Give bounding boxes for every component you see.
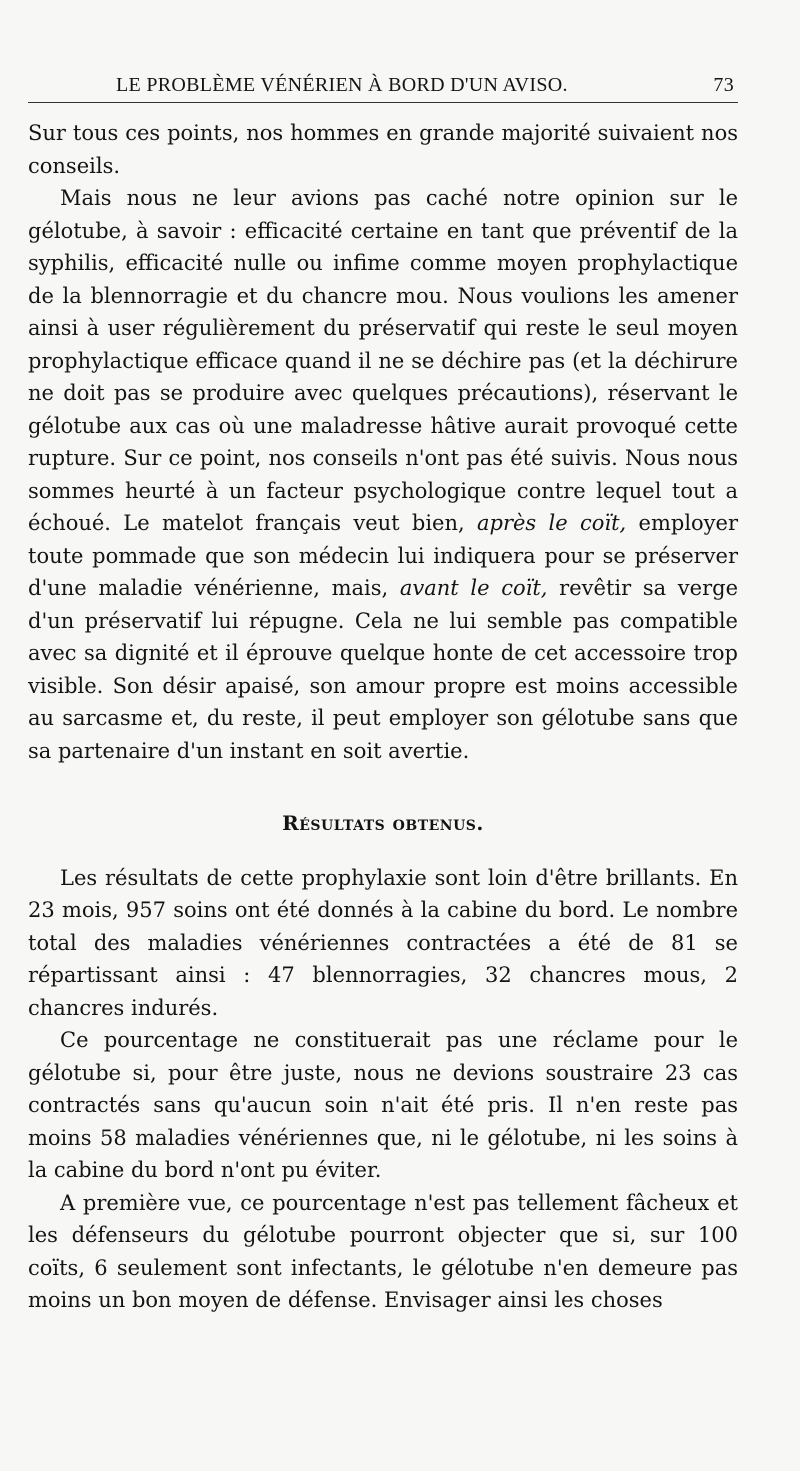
paragraph-2 (28, 182, 738, 767)
page-number: 73 (713, 74, 734, 96)
paragraph-2-part-3: revêtir sa verge d'un préservatif lui répugne. Cela ne lui semble pas compatible avec sa dignité et il éprouve quelque honte de cet accessoire trop visible. Son désir apaisé, son amour propre est moins accessible au sarcasme et, du reste, il peut employer son gélotube sans que sa partenaire d'un instant en soit avertie. (28, 576, 738, 763)
running-head (28, 62, 738, 103)
section-heading (28, 807, 738, 840)
paragraph-2-part-2: employer toute pommade que son médecin lui indiquera pour se préserver d'une maladie vénérienne, mais, (28, 511, 739, 600)
running-title: LE PROBLÈME VÉNÉRIEN À BORD D'UN AVISO. (116, 74, 568, 96)
paragraph-3: Les résultats de cette prophylaxie sont loin d'être brillants. En 23 mois, 957 soins ont été donnés à la cabine du bord. Le nombre total des maladies vénériennes contractées a été de 81 se répartissant ainsi : 47 blennorragies, 32 chancres mous, 2 chancres indurés. (28, 865, 738, 1020)
emphasis-apres-le-coit: après le coït, (477, 511, 627, 535)
body-text (28, 117, 738, 1317)
paragraph-4: Ce pourcentage ne constituerait pas une réclame pour le gélotube si, pour être juste, nous ne devions soustraire 23 cas contractés sans qu'aucun soin n'ait été pris. Il n'en reste pas moins 58 maladies vénériennes que, ni le gélotube, ni les soins à la cabine du bord n'ont pu éviter. (28, 1028, 738, 1182)
paragraph-2-part-1: Mais nous ne leur avions pas caché notre opinion sur le gélotube, à savoir : efficacité certaine en tant que préventif de la syphilis, efficacité nulle ou infime comme moyen prophylactique de la blennorragie et du chancre mou. Nous voulions les amener ainsi à user régulièrement du préservatif qui reste le seul moyen prophylactique efficace quand il ne se déchire pas (et la déchirure ne doit pas se produire avec quelques précautions), réservant le gélotube aux cas où une maladresse hâtive aurait provoqué cette rupture. Sur ce point, nos conseils n'ont pas été suivis. Nous nous sommes heurté à un facteur psychologique contre lequel tout a échoué. Le matelot français veut bien, (28, 186, 738, 535)
emphasis-avant-le-coit: avant le coït, (399, 576, 548, 600)
section-heading-text: Résultats obtenus. (282, 811, 484, 835)
paragraph-1: Sur tous ces points, nos hommes en grande majorité suivaient nos conseils. (28, 121, 738, 178)
paragraph-5: A première vue, ce pourcentage n'est pas tellement fâcheux et les défenseurs du gélotube pourront objecter que si, sur 100 coïts, 6 seulement sont infectants, le gélotube n'en demeure pas moins un bon moyen de défense. Envisager ainsi les choses (28, 1190, 738, 1312)
book-page (28, 62, 738, 1317)
